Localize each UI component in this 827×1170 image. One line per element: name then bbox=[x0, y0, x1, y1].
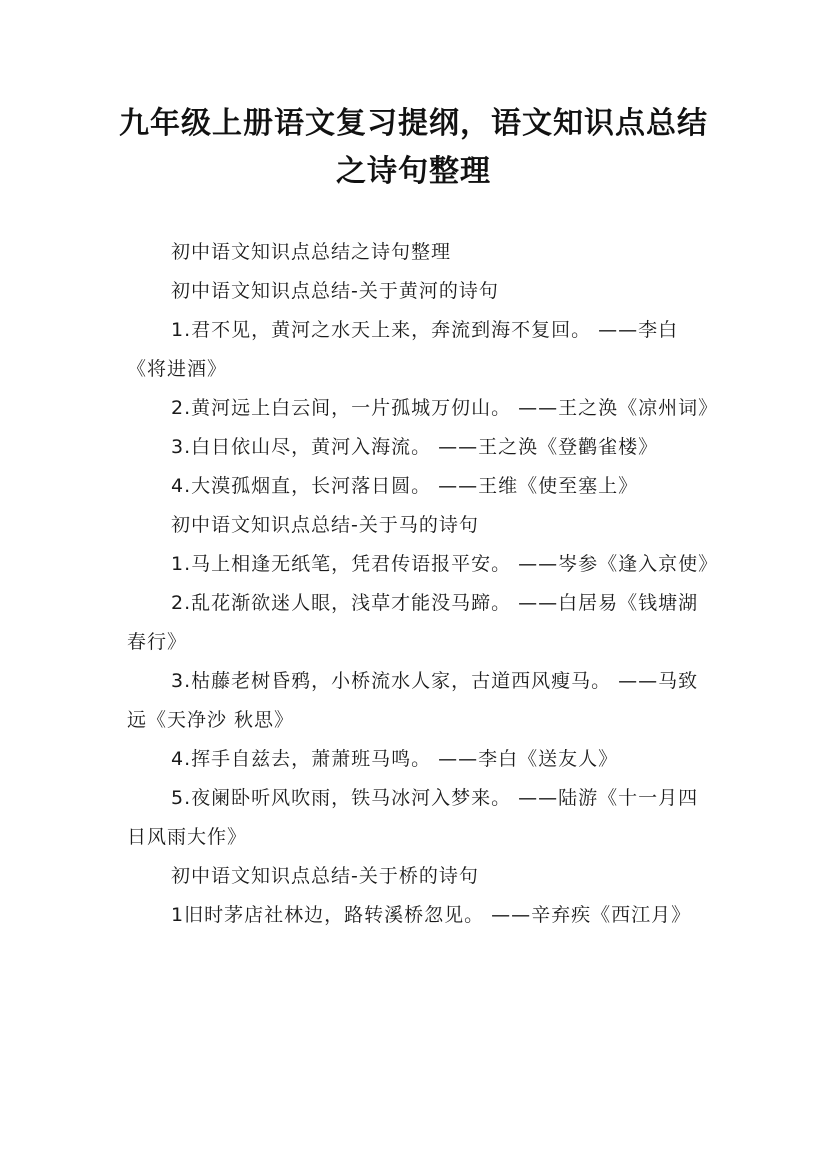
poem-line: 3.枯藤老树昏鸦，小桥流水人家，古道西风瘦马。 ——马致远《天净沙 秋思》 bbox=[127, 670, 699, 731]
title-line-2: 之诗句整理 bbox=[336, 154, 491, 189]
section-heading: 初中语文知识点总结-关于黄河的诗句 bbox=[171, 280, 499, 302]
title-line-1: 九年级上册语文复习提纲，语文知识点总结 bbox=[119, 106, 708, 141]
poem-line: 1旧时茅店社林边，路转溪桥忽见。 ——辛弃疾《西江月》 bbox=[171, 904, 692, 926]
section-heading: 初中语文知识点总结之诗句整理 bbox=[171, 241, 452, 263]
section-heading: 初中语文知识点总结-关于桥的诗句 bbox=[171, 865, 479, 887]
poem-line: 3.白日依山尽，黄河入海流。 ——王之涣《登鹳雀楼》 bbox=[171, 436, 659, 458]
poem-line: 2.黄河远上白云间，一片孤城万仞山。 ——王之涣《凉州词》 bbox=[171, 397, 719, 419]
poem-line: 4.挥手自兹去，萧萧班马鸣。 ——李白《送友人》 bbox=[171, 748, 619, 770]
poem-line: 1.马上相逢无纸笔，凭君传语报平安。 ——岑参《逢入京使》 bbox=[171, 553, 719, 575]
poem-line: 5.夜阑卧听风吹雨，铁马冰河入梦来。 ——陆游《十一月四日风雨大作》 bbox=[127, 787, 699, 848]
section-heading: 初中语文知识点总结-关于马的诗句 bbox=[171, 514, 479, 536]
poem-line: 1.君不见，黄河之水天上来，奔流到海不复回。 ——李白《将进酒》 bbox=[127, 319, 679, 380]
poem-line: 4.大漠孤烟直，长河落日圆。 ——王维《使至塞上》 bbox=[171, 475, 639, 497]
document-body bbox=[127, 233, 717, 935]
poem-line: 2.乱花渐欲迷人眼，浅草才能没马蹄。 ——白居易《钱塘湖春行》 bbox=[127, 592, 699, 653]
document-title bbox=[90, 100, 737, 196]
